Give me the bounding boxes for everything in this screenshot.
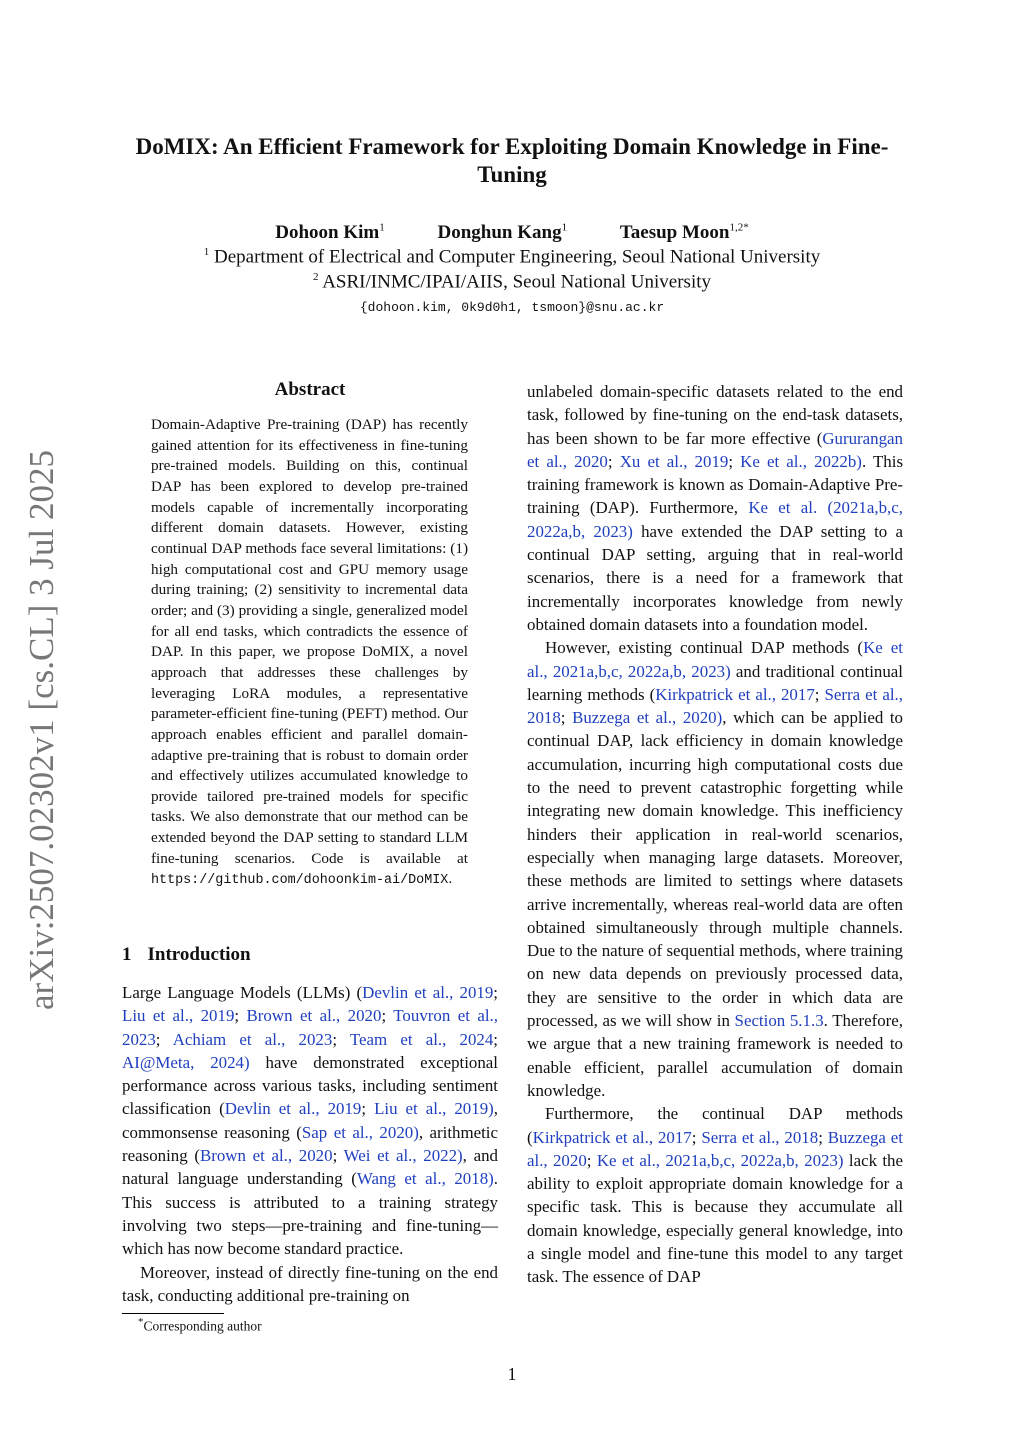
- code-link[interactable]: https://github.com/dohoonkim-ai/DoMIX: [151, 873, 449, 889]
- author-list: [120, 222, 904, 244]
- affiliation-1: $^1$ Department of Electrical and Computer Engineering, Seoul National University: [203, 246, 821, 268]
- abstract-heading: Abstract: [274, 379, 346, 400]
- page-number: 1: [507, 1364, 517, 1384]
- paragraph: However, existing continual DAP methods (Ke et al., 2021a,b,c, 2022a,b, 2023) and traditional continual learning methods (Kirkpatrick et al., 2017; Serra et al., 2018; Buzzega et al., 2020), which can be applied to continual DAP, lack efficiency in domain knowledge accumulation, incurring high computational costs due to the need to prevent catastrophic forgetting while integrating new domain knowledge. This inefficiency hinders their application in real-world scenarios, especially when managing large datasets. Moreover, these methods are limited to settings where datasets arrive incrementally, whereas real-world data are often obtained simultaneously through multiple channels. Due to the nature of sequential methods, where training on new data depends on previously processed data, they are sensitive to the order in which data are processed, as we will show in Section 5.1.3. Therefore, we argue that a new training framework is needed to enable efficient, parallel accumulation of domain knowledge.: [527, 638, 903, 1100]
- footnote-rule: [122, 1313, 224, 1314]
- left-column-text: [122, 981, 498, 1307]
- footnote: *Corresponding author: [138, 1316, 262, 1334]
- author-3: Taesup Moon$^{1,2*}$: [619, 222, 749, 244]
- paragraph: Moreover, instead of directly fine-tuning on the end task, conducting additional pre-training on: [122, 1262, 498, 1305]
- right-column-text: [527, 380, 903, 1289]
- author-2: Donghun Kang$^1$: [437, 222, 568, 244]
- author-emails: {dohoon.kim, 0k9d0h1, tsmoon}@snu.ac.kr: [359, 300, 665, 315]
- paragraph: unlabeled domain-specific datasets related to the end task, followed by fine-tuning on the end-task datasets, has been shown to be far more effective (Gururangan et al., 2020; Xu et al., 2019; Ke et al., 2022b). This training framework is known as Domain-Adaptive Pre-training (DAP). Furthermore, Ke et al. (2021a,b,c, 2022a,b, 2023) have extended the DAP setting to a continual DAP setting, arguing that in real-world scenarios, there is a need for a framework that incrementally incorporates knowledge from newly obtained domain datasets into a foundation model.: [527, 382, 904, 634]
- arxiv-stamp: arXiv:2507.02302v1 [cs.CL] 3 Jul 2025: [22, 450, 61, 1010]
- section-heading-introduction: 1 Introduction: [122, 944, 251, 965]
- paragraph: Furthermore, the continual DAP methods (Kirkpatrick et al., 2017; Serra et al., 2018; Buzzega et al., 2020; Ke et al., 2021a,b,c, 2022a,b, 2023) lack the ability to exploit appropriate domain knowledge for a specific task. This is because they accumulate all domain knowledge, especially general knowledge, into a single model and fine-tune this model to any target task. The essence of DAP: [527, 1104, 903, 1287]
- abstract-body: Domain-Adaptive Pre-training (DAP) has recently gained attention for its effectiveness in fine-tuning pre-trained models. Building on this, continual DAP has been explored to develop pre-trained models capable of incrementally incorporating different domain datasets. However, existing continual DAP methods face several limitations: (1) high computational cost and GPU memory usage during training; (2) sensitivity to incremental data order; and (3) providing a single, generalized model for all end tasks, which contradicts the essence of DAP. In this paper, we propose DoMIX, a novel approach that addresses these challenges by leveraging LoRA modules, a representative parameter-efficient fine-tuning (PEFT) method. Our approach enables efficient and parallel domain-adaptive pre-training that is robust to domain order and effectively utilizes accumulated knowledge to provide tailored pre-trained models for specific tasks. We also demonstrate that our method can be extended beyond the DAP setting to standard LLM fine-tuning scenarios. Code is available at https://github.com/dohoonkim-ai/DoMIX.: [151, 416, 468, 889]
- author-1: Dohoon Kim$^1$: [275, 222, 385, 244]
- paper-title: DoMIX: An Efficient Framework for Exploiting Domain Knowledge in Fine-Tuning: [135, 134, 889, 187]
- affiliation-2: $^2$ ASRI/INMC/IPAI/AIIS, Seoul National University: [313, 271, 711, 293]
- paragraph: Large Language Models (LLMs) (Devlin et al., 2019; Liu et al., 2019; Brown et al., 2020; Touvron et al., 2023; Achiam et al., 2023; Team et al., 2024; AI@Meta, 2024) have demonstrated exceptional performance across various tasks, including sentiment classification (Devlin et al., 2019; Liu et al., 2019), commonsense reasoning (Sap et al., 2020), arithmetic reasoning (Brown et al., 2020; Wei et al., 2022), and natural language understanding (Wang et al., 2018). This success is attributed to a training strategy involving two steps—pre-training and fine-tuning—which has now become standard practice.: [122, 983, 499, 1259]
